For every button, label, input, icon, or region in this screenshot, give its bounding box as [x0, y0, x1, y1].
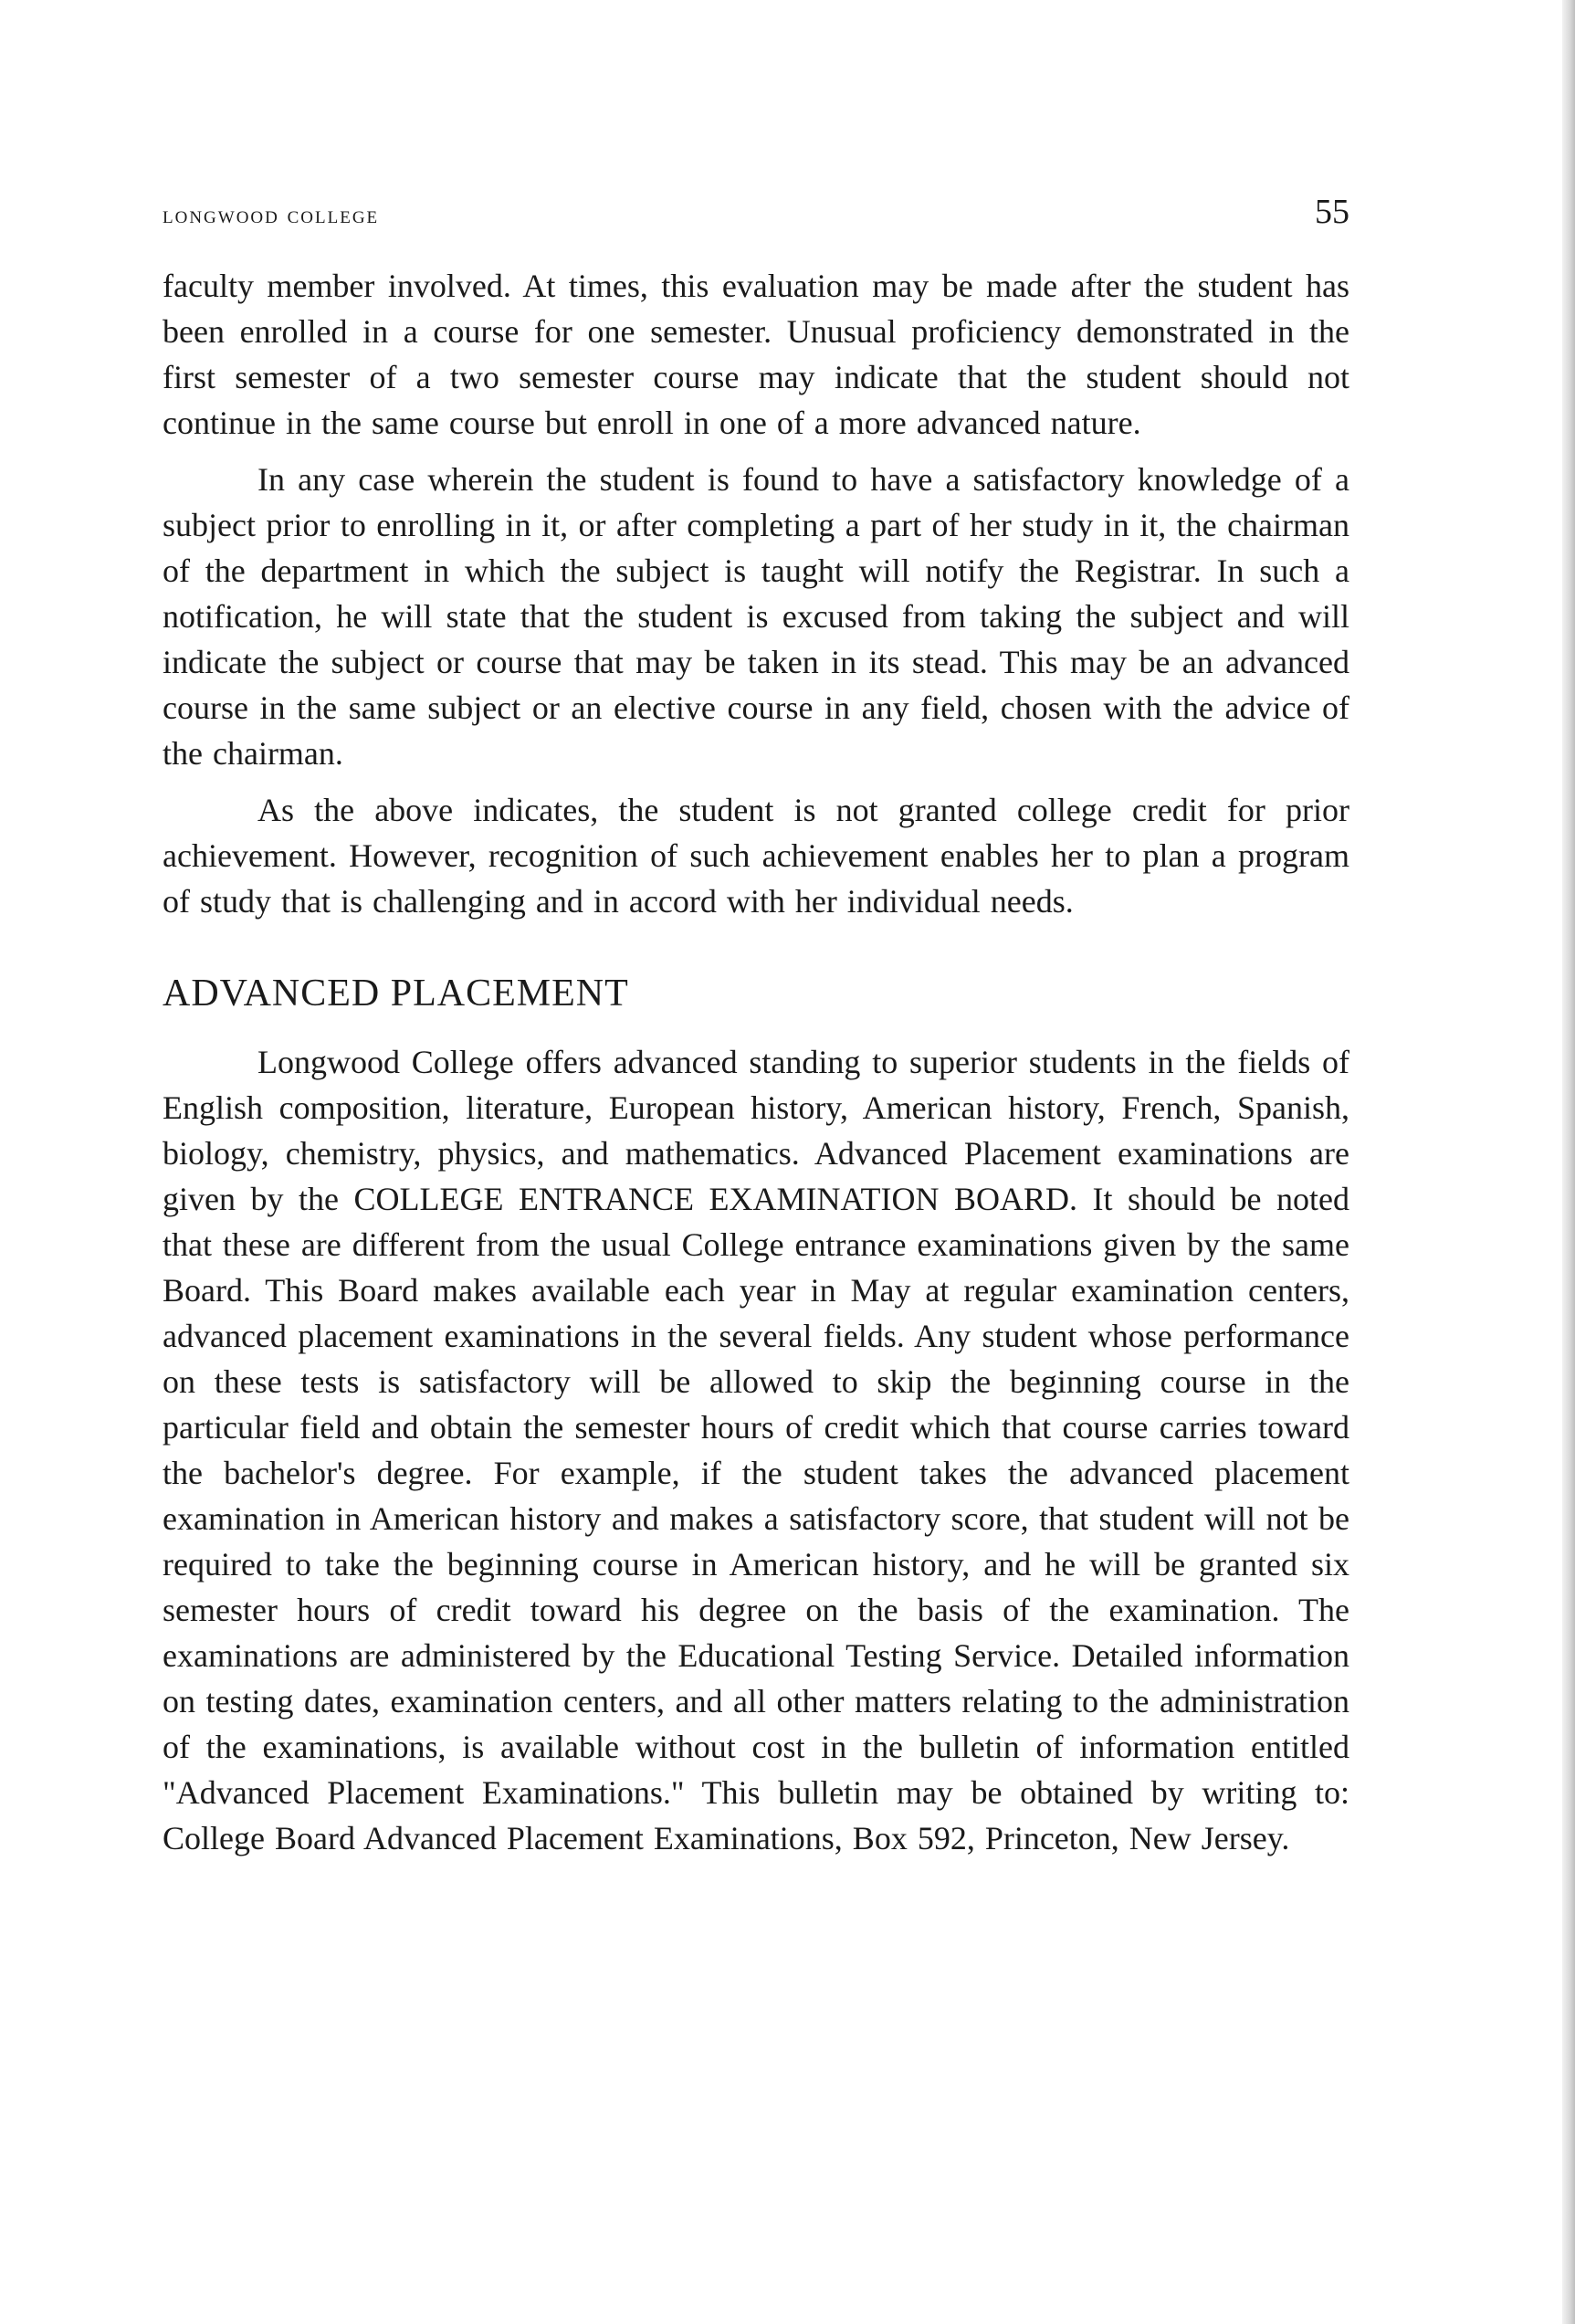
section-heading: ADVANCED PLACEMENT [163, 973, 629, 1015]
document-page [163, 192, 1349, 1872]
page-edge-shadow [1562, 0, 1575, 2324]
running-title: longwood college [163, 201, 380, 228]
paragraph-continued: faculty member involved. At times, this evaluation may be made after the student has been enrolled in a course for one semester. Unusual proficiency demonstrated in the first semester of a two semester course may indicate that the student should not continue in the same course but enroll in one of a more advanced nature. [163, 268, 1349, 441]
paragraph-prior-achievement: As the above indicates, the student is not granted college credit for prior achievement. However, recognition of such achievement enables her to plan a program of study that is challenging and in accord with her individual needs. [163, 792, 1349, 920]
running-header [163, 192, 1349, 232]
paragraph-satisfactory-knowledge: In any case wherein the student is found to have a satisfactory knowledge of a subject prior to enrolling in it, or after completing a part of her study in it, the chairman of the department in which the subject is taught will notify the Registrar. In such a notification, he will state that the student is excused from taking the subject and will indicate the subject or course that may be taken in its stead. This may be an advanced course in the same subject or an elective course in any field, chosen with the advice of the chairman. [163, 461, 1349, 772]
page-number: 55 [1315, 193, 1349, 231]
paragraph-advanced-placement: Longwood College offers advanced standing to superior students in the fields of English composition, literature, European history, American history, French, Spanish, biology, chemistry, physics, and mathematics. Advanced Placement examinations are given by the COLLEGE ENTRANCE EXAMINATION BOARD. It should be noted that these are different from the usual College entrance examinations given by the same Board. This Board makes available each year in May at regular examination centers, advanced placement examinations in the several fields. Any student whose performance on these tests is satisfactory will be allowed to skip the beginning course in the particular field and obtain the semester hours of credit which that course carries toward the bachelor's degree. For example, if the student takes the advanced placement examination in American history and makes a satisfactory score, that student will not be required to take the beginning course in American history, and he will be granted six semester hours of credit toward his degree on the basis of the examination. The examinations are administered by the Educational Testing Service. Detailed information on testing dates, examination centers, and all other matters relating to the administration of the examinations, is available without cost in the bulletin of information entitled "Advanced Placement Examinations." This bulletin may be obtained by writing to: College Board Advanced Placement Examinations, Box 592, Princeton, New Jersey. [163, 1044, 1349, 1856]
